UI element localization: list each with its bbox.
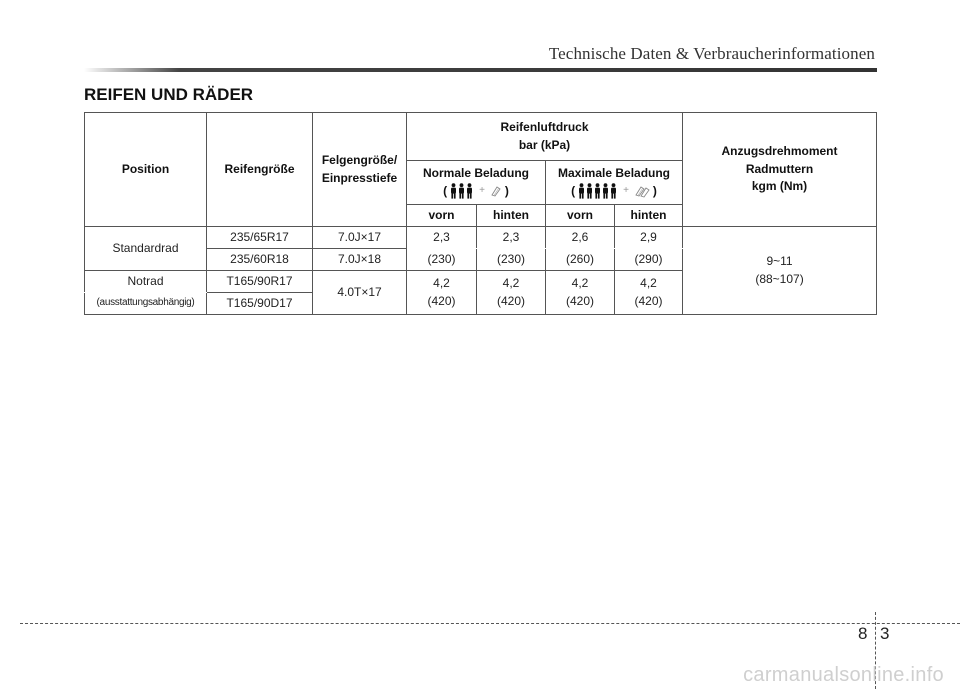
chapter-number: 8 bbox=[858, 624, 868, 643]
header-torque-line1: Anzugsdrehmoment bbox=[721, 144, 838, 159]
spare-normal-rear-kpa: (420) bbox=[496, 293, 525, 308]
standard-normal-front-kpa: (230) bbox=[407, 249, 477, 271]
section-title: REIFEN UND RÄDER bbox=[84, 85, 254, 104]
standard-rim-1: 7.0J×17 bbox=[313, 227, 407, 249]
header-normal-load bbox=[407, 161, 546, 205]
spare-max-front-bar: 4,2 bbox=[571, 276, 589, 291]
standard-max-front-kpa: (260) bbox=[546, 249, 615, 271]
torque-value-kgm: 9~11 bbox=[766, 254, 793, 269]
watermark: carmanualsonline.info bbox=[743, 664, 944, 686]
person-icon bbox=[602, 183, 609, 199]
spare-max-front-kpa: (420) bbox=[565, 293, 594, 308]
header-rule bbox=[84, 68, 877, 72]
table-row bbox=[85, 227, 877, 249]
person-icon bbox=[578, 183, 585, 199]
person-icon bbox=[586, 183, 593, 199]
header-normal-rear: hinten bbox=[477, 205, 546, 227]
spare-max-front bbox=[546, 271, 615, 315]
standard-tire-1: 235/65R17 bbox=[207, 227, 313, 249]
spare-tire-2: T165/90D17 bbox=[207, 293, 313, 315]
max-load-label: Maximale Beladung bbox=[557, 166, 671, 181]
standard-max-rear-bar: 2,9 bbox=[615, 227, 683, 249]
spare-normal-front bbox=[407, 271, 477, 315]
luggage-icon bbox=[634, 184, 650, 198]
normal-load-label: Normale Beladung bbox=[422, 166, 530, 181]
header-pressure-line2: bar (kPa) bbox=[518, 137, 571, 152]
spare-wheel-label: Notrad bbox=[85, 271, 207, 293]
person-icon bbox=[466, 183, 473, 199]
spare-tire-1: T165/90R17 bbox=[207, 271, 313, 293]
person-icon bbox=[450, 183, 457, 199]
standard-normal-front-bar: 2,3 bbox=[407, 227, 477, 249]
header-normal-front: vorn bbox=[407, 205, 477, 227]
header-rim-line2: Einpresstiefe bbox=[321, 170, 398, 185]
header-title: Technische Daten & Verbraucherinformationen bbox=[548, 44, 875, 63]
paren-open: ( bbox=[443, 183, 448, 198]
header-max-rear: hinten bbox=[615, 205, 683, 227]
plus-sign: + bbox=[479, 184, 485, 196]
spare-normal-front-kpa: (420) bbox=[427, 293, 456, 308]
header-tire-size: Reifengröße bbox=[207, 113, 313, 227]
luggage-icon bbox=[490, 185, 502, 197]
spare-normal-front-bar: 4,2 bbox=[433, 276, 450, 291]
person-icon bbox=[594, 183, 601, 199]
header-position: Position bbox=[85, 113, 207, 227]
page-number: 3 bbox=[880, 624, 890, 643]
spare-max-rear-bar: 4,2 bbox=[640, 276, 657, 291]
header-torque-line2: Radmuttern bbox=[745, 161, 814, 176]
paren-close: ) bbox=[652, 183, 657, 198]
spare-rim: 4.0T×17 bbox=[313, 271, 407, 315]
max-load-icons bbox=[571, 183, 657, 200]
standard-wheel-label: Standardrad bbox=[85, 227, 207, 271]
header-pressure bbox=[407, 113, 683, 161]
spare-wheel-note: (ausstattungsabhängig) bbox=[85, 293, 207, 315]
normal-load-persons bbox=[450, 183, 474, 200]
header-torque-line3: kgm (Nm) bbox=[751, 179, 808, 194]
person-icon bbox=[610, 183, 617, 199]
spare-max-rear-kpa: (420) bbox=[634, 293, 663, 308]
normal-load-icons bbox=[443, 183, 509, 200]
standard-rim-2: 7.0J×18 bbox=[313, 249, 407, 271]
standard-normal-rear-kpa: (230) bbox=[477, 249, 546, 271]
spare-normal-rear bbox=[477, 271, 546, 315]
standard-tire-2: 235/60R18 bbox=[207, 249, 313, 271]
person-icon bbox=[458, 183, 465, 199]
spare-normal-rear-bar: 4,2 bbox=[502, 276, 520, 291]
header-rim-size bbox=[313, 113, 407, 227]
header-max-front: vorn bbox=[546, 205, 615, 227]
header-rim-line1: Felgengröße/ bbox=[321, 153, 398, 168]
tire-spec-table bbox=[84, 112, 877, 315]
spare-max-rear bbox=[615, 271, 683, 315]
torque-value bbox=[683, 227, 877, 315]
paren-open: ( bbox=[571, 183, 576, 198]
header-max-load bbox=[546, 161, 683, 205]
header-torque bbox=[683, 113, 877, 227]
standard-max-rear-kpa: (290) bbox=[615, 249, 683, 271]
header-pressure-line1: Reifenluftdruck bbox=[500, 120, 589, 135]
plus-sign: + bbox=[623, 184, 629, 196]
standard-normal-rear-bar: 2,3 bbox=[477, 227, 546, 249]
torque-value-nm: (88~107) bbox=[755, 271, 804, 286]
max-load-persons bbox=[578, 183, 618, 200]
standard-max-front-bar: 2,6 bbox=[546, 227, 615, 249]
paren-close: ) bbox=[504, 183, 509, 198]
footer-divider bbox=[20, 623, 960, 624]
